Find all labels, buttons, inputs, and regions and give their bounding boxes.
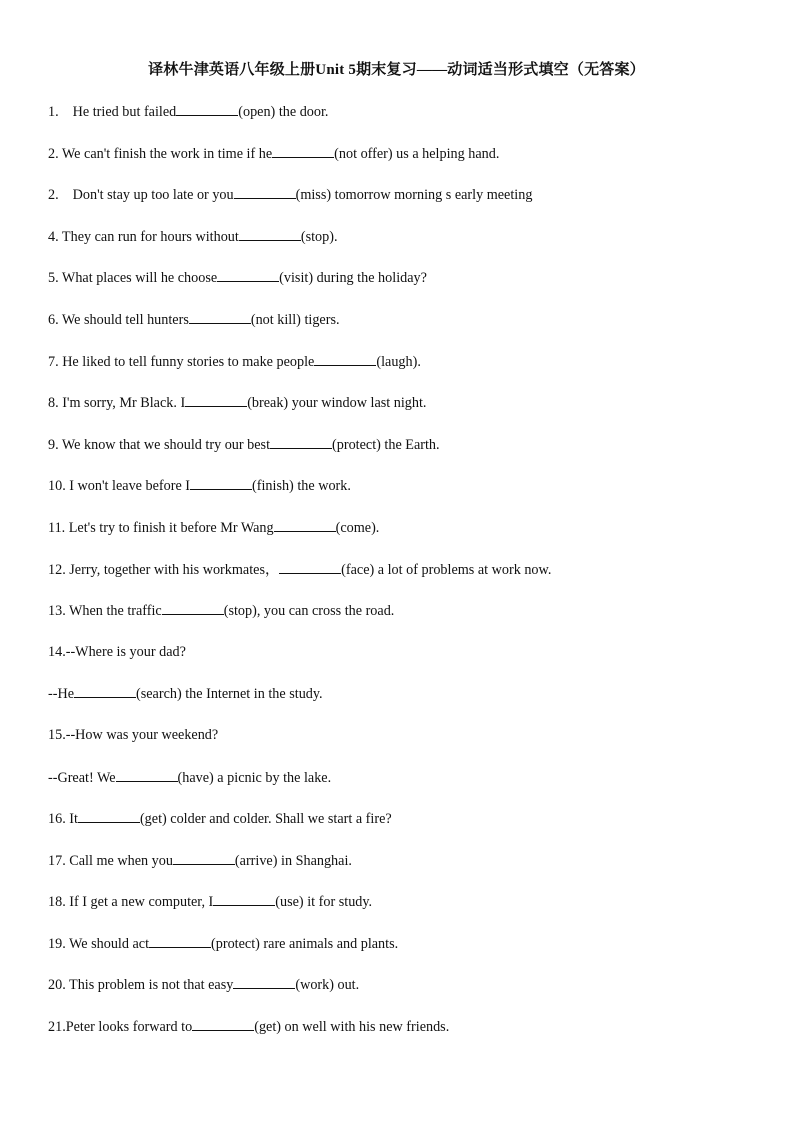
question-line [48, 433, 748, 475]
question-number: 12. [48, 561, 66, 578]
question-number: 2. [48, 187, 59, 204]
answer-blank[interactable] [274, 516, 336, 532]
answer-blank[interactable] [78, 807, 140, 823]
question-text: --Where is your dad? [65, 643, 186, 660]
verb-hint-text: (break) your window last night. [247, 395, 427, 412]
question-text: If I get a new computer, I [65, 894, 214, 911]
verb-hint-text: (finish) the work. [252, 478, 351, 495]
question-text: We know that we should try our best [58, 436, 271, 453]
question-number: 16. [48, 811, 66, 828]
question-text: We should act [65, 935, 150, 952]
question-text: This problem is not that easy [65, 977, 234, 994]
verb-hint-text: (visit) during the holiday? [279, 270, 427, 287]
question-line [48, 225, 748, 267]
question-text: I won't leave before I [65, 478, 191, 495]
verb-hint-text: (get) colder and colder. Shall we start a fire? [139, 811, 392, 828]
question-number: 4. [48, 228, 59, 245]
question-text: Call me when you [65, 852, 173, 869]
question-line [48, 142, 748, 184]
answer-blank[interactable] [149, 932, 211, 948]
question-line [48, 183, 748, 225]
answer-blank[interactable] [279, 558, 341, 574]
answer-blank[interactable] [173, 849, 235, 865]
question-text: We can't finish the work in time if he [58, 145, 273, 162]
answer-blank[interactable] [74, 682, 136, 698]
answer-blank[interactable] [272, 142, 334, 158]
question-line [48, 682, 748, 724]
question-number: 20. [48, 977, 66, 994]
answer-blank[interactable] [213, 890, 275, 906]
question-line [48, 1015, 748, 1057]
question-text: We should tell hunters [58, 311, 189, 328]
question-number: 8. [48, 395, 59, 412]
answer-blank[interactable] [190, 474, 252, 490]
question-number: 6. [48, 311, 59, 328]
question-text: --He [48, 686, 74, 703]
question-number: 10. [48, 478, 66, 495]
question-text: What places will he choose [58, 270, 218, 287]
question-line [48, 308, 748, 350]
question-text: Jerry, together with his workmates， [65, 561, 280, 578]
question-text: When the traffic [65, 603, 162, 620]
answer-blank[interactable] [116, 766, 178, 782]
question-number: 21. [48, 1019, 66, 1036]
question-text: He liked to tell funny stories to make people [58, 353, 315, 370]
verb-hint-text: (not kill) tigers. [250, 311, 340, 328]
question-line [48, 266, 748, 308]
answer-blank[interactable] [314, 350, 376, 366]
question-number: 13. [48, 603, 66, 620]
question-number: 11. [48, 519, 66, 536]
verb-hint-text: (use) it for study. [275, 894, 373, 911]
verb-hint-text: (arrive) in Shanghai. [234, 852, 352, 869]
verb-hint-text: (not offer) us a helping hand. [334, 145, 500, 162]
verb-hint-text: (face) a lot of problems at work now. [341, 561, 552, 578]
answer-blank[interactable] [176, 100, 238, 116]
answer-blank[interactable] [162, 599, 224, 615]
verb-hint-text: (open) the door. [238, 104, 329, 120]
verb-hint-text: (come). [335, 519, 380, 536]
question-number: 18. [48, 894, 66, 911]
question-number: 7. [48, 353, 59, 370]
question-line [48, 766, 748, 808]
question-number: 2. [48, 145, 59, 162]
page-title: 译林牛津英语八年级上册Unit 5期末复习——动词适当形式填空（无答案） [148, 62, 645, 78]
answer-blank[interactable] [217, 266, 279, 282]
verb-hint-text: (stop), you can cross the road. [223, 603, 395, 620]
question-text: Let's try to finish it before Mr Wang [65, 519, 274, 536]
verb-hint-text: (search) the Internet in the study. [136, 686, 323, 703]
question-text: Don't stay up too late or you [72, 187, 234, 204]
verb-hint-text: (get) on well with his new friends. [254, 1019, 450, 1036]
verb-hint-text: (protect) rare animals and plants. [211, 935, 399, 952]
question-number: 19. [48, 935, 66, 952]
verb-hint-text: (protect) the Earth. [332, 436, 440, 453]
verb-hint-text: (miss) tomorrow morning s early meeting [295, 187, 533, 204]
question-line [48, 599, 748, 641]
question-line [48, 973, 748, 1015]
question-line [48, 849, 748, 891]
question-line [48, 516, 748, 558]
verb-hint-text: (laugh). [376, 353, 421, 370]
answer-blank[interactable] [233, 973, 295, 989]
question-line [48, 350, 748, 392]
verb-hint-text: (have) a picnic by the lake. [177, 769, 332, 786]
question-line [48, 724, 748, 766]
question-number: 1. [48, 104, 59, 120]
question-line [48, 807, 748, 849]
question-line [48, 391, 748, 433]
question-number: 15. [48, 726, 66, 743]
question-number: 17. [48, 852, 66, 869]
question-line [48, 474, 748, 516]
question-list [48, 100, 748, 1057]
question-text: --How was your weekend? [65, 726, 219, 743]
question-number: 5. [48, 270, 59, 287]
answer-blank[interactable] [192, 1015, 254, 1031]
question-text: --Great! We [48, 769, 116, 786]
verb-hint-text: (work) out. [295, 977, 360, 994]
question-text: I'm sorry, Mr Black. I [58, 395, 186, 412]
question-number: 14. [48, 643, 66, 660]
question-line [48, 890, 748, 932]
answer-blank[interactable] [239, 225, 301, 241]
question-number: 9. [48, 436, 59, 453]
answer-blank[interactable] [270, 433, 332, 449]
question-line [48, 932, 748, 974]
question-text: It [65, 811, 78, 828]
verb-hint-text: (stop). [300, 228, 338, 245]
question-line [48, 100, 748, 142]
question-line [48, 641, 748, 683]
question-text: He tried but failed [72, 104, 177, 120]
question-line [48, 558, 748, 600]
question-text: Peter looks forward to [65, 1019, 193, 1036]
question-text: They can run for hours without [58, 228, 239, 245]
answer-blank[interactable] [185, 391, 247, 407]
answer-blank[interactable] [234, 183, 296, 199]
answer-blank[interactable] [189, 308, 251, 324]
